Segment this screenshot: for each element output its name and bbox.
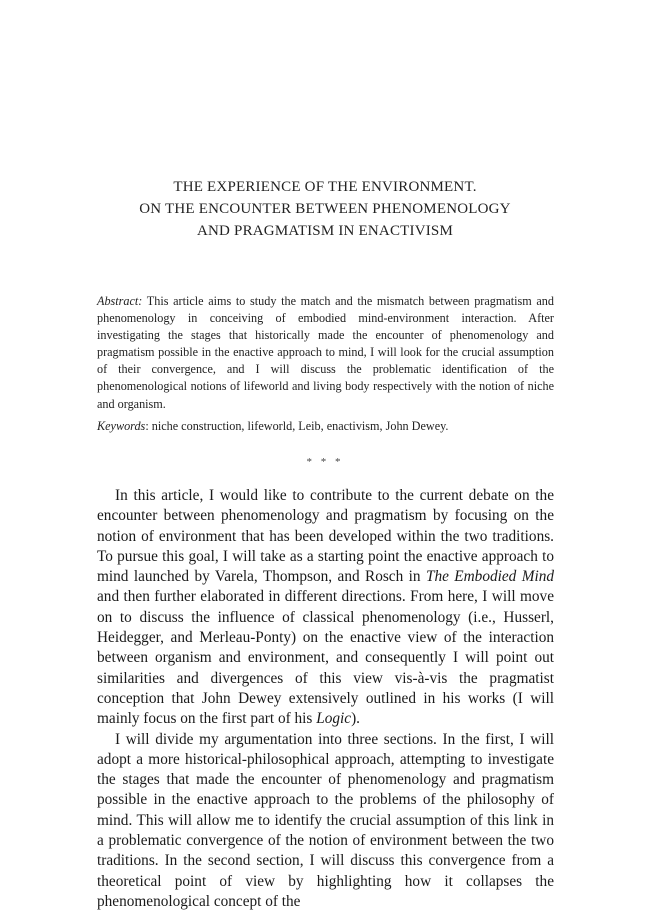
body-paragraph-1 [97,486,554,730]
keywords-text: : niche construction, lifeworld, Leib, enactivism, John Dewey. [145,418,449,433]
article-title [60,176,590,242]
keywords-paragraph [97,418,554,435]
book-title-logic: Logic [316,710,352,728]
title-line-1: THE EXPERIENCE OF THE ENVIRONMENT. [173,179,477,195]
body-p1-text-a: In this article, I would like to contribute to the current debate on the encounter between phenomenology and pragmatism by focusing on the notion of environment that has been developed within the two traditions. To pursue this goal, I will take as a starting point the enactive approach to mind launched by Varela, Thompson, and Rosch in [97,487,554,586]
body-p1-text-c: ). [351,710,360,728]
title-line-3: AND PRAGMATISM IN ENACTIVISM [196,223,454,239]
body-p1-text-b: and then further elaborated in different directions. From here, I will move on to discuss the influence of classical phenomenology (i.e., Husserl, Heidegger, and Merleau-Ponty) on the enactive view of the interaction between organism and environment, and consequently I will point out similarities and divergences of this view vis-à-vis the pragmatist conception that John Dewey extensively outlined in his works (I will mainly focus on the first part of his [97,588,554,728]
book-title-embodied-mind: The Embodied Mind [425,568,554,586]
body-text [97,486,554,912]
body-paragraph-2: I will divide my argumentation into three sections. In the first, I will adopt a more historical-philosophical approach, attempting to investigate the stages that made the encounter of phenomenology and pragmatism possible in the enactive approach to the problems of the philosophy of mind. This will allow me to identify the crucial assumption of this link in a problematic convergence of the notion of environment between the two traditions. In the second section, I will discuss this convergence from a theoretical point of view by highlighting how it collapses the phenomenological concept of the [97,730,554,910]
abstract-text: This article aims to study the match and the mismatch between pragmatism and phenomenology in conceiving of embodied mind-environment interaction. After investigating the stages that historically made the encounter of phenomenology and pragmatism possible in the enactive approach to mind, I will look for the crucial assumption of their convergence, and I will discuss the problematic identification of the phenomenological notions of lifeworld and living body respectively with the notion of niche and organism. [97,294,554,411]
keywords-label: Keywords [97,418,146,433]
section-separator: * * * [306,456,344,468]
title-line-2: ON THE ENCOUNTER BETWEEN PHENOMENOLOGY [139,201,511,217]
abstract-section [97,293,554,435]
abstract-label: Abstract: [97,294,143,308]
abstract-paragraph [97,293,554,413]
